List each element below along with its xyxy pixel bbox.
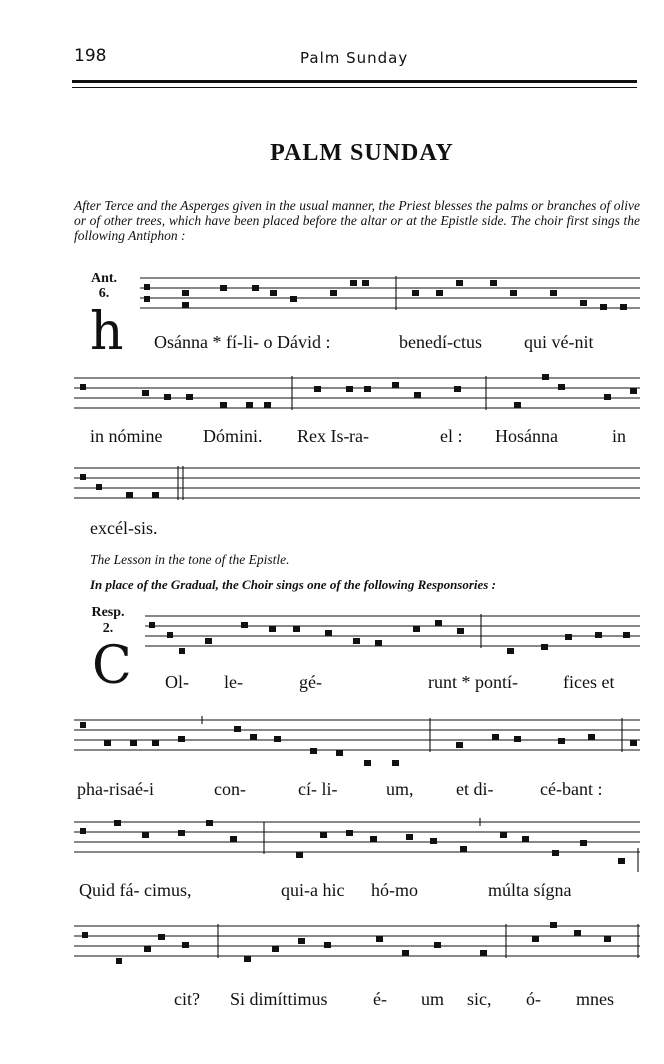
lyrics-responsory-3a: Quid fá- cimus, — [79, 880, 192, 900]
lyrics-responsory-3c: hó-mo — [371, 880, 418, 900]
lyrics-antiphon-2b: Dómini. — [203, 426, 263, 446]
antiphon-initial: h — [90, 302, 124, 362]
lyrics-responsory-4c: é- — [373, 989, 387, 1009]
lyrics-antiphon-1c: qui vé-nit — [524, 332, 594, 352]
page-title: PALM SUNDAY — [270, 140, 454, 166]
staff-antiphon-2 — [74, 374, 640, 422]
rubric-lesson: The Lesson in the tone of the Epistle. — [90, 552, 290, 567]
lyrics-responsory-2f: cé-bant : — [540, 779, 603, 799]
lyrics-responsory-2a: pha-risaé-i — [77, 779, 154, 799]
header-rule-thick — [72, 80, 637, 83]
lyrics-responsory-4b: Si dimíttimus — [230, 989, 328, 1009]
staff-responsory-1 — [145, 612, 640, 666]
lyrics-responsory-4g: mnes — [576, 989, 614, 1009]
lyrics-antiphon-2c: Rex Is- — [297, 426, 350, 446]
staff-responsory-3 — [74, 818, 640, 874]
lyrics-responsory-2d: um, — [386, 779, 414, 799]
staff-responsory-4 — [74, 916, 640, 986]
lyrics-antiphon-2g: in — [612, 426, 627, 446]
neumes — [82, 922, 611, 964]
neumes — [149, 620, 630, 654]
header-rule-thin — [72, 87, 637, 88]
lyrics-responsory-3b: qui-a hic — [281, 880, 345, 900]
lyrics-responsory-1c: gé- — [299, 672, 322, 692]
lyrics-antiphon-2a: in nómine — [90, 426, 163, 446]
lyrics-responsory-1a: Ol- — [165, 672, 189, 692]
neumes — [80, 722, 637, 766]
staff-responsory-2 — [74, 716, 640, 772]
antiphon-label: Ant. — [90, 271, 118, 286]
lyrics-responsory-1e: fices et — [563, 672, 615, 692]
neumes — [80, 374, 637, 408]
lyrics-responsory-1b: le- — [224, 672, 243, 692]
lyrics-antiphon-2f: Hosánna — [495, 426, 558, 446]
lyrics-antiphon-3: excél-sis. — [90, 518, 158, 538]
lyrics-responsory-2b: con- — [214, 779, 246, 799]
running-title: Palm Sunday — [300, 49, 409, 67]
lyrics-responsory-3d: múlta sígna — [488, 880, 572, 900]
lyrics-responsory-1d: runt * pontí- — [428, 672, 518, 692]
lyrics-responsory-4d: um — [421, 989, 445, 1009]
lyrics-responsory-2c: cí- li- — [298, 779, 338, 799]
lyrics-responsory-4f: ó- — [526, 989, 541, 1009]
responsory-initial: C — [92, 636, 132, 696]
lyrics-antiphon-2e: el : — [440, 426, 463, 446]
staff-antiphon-3 — [74, 466, 640, 506]
antiphon-mode: 6. — [98, 286, 110, 301]
staff-antiphon-1 — [140, 276, 640, 326]
lyrics-responsory-4e: sic, — [467, 989, 492, 1009]
page-number: 198 — [74, 46, 107, 66]
lyrics-antiphon-1b: benedí-ctus — [399, 332, 482, 352]
lyrics-antiphon-2d: ra- — [349, 426, 369, 446]
responsory-label: Resp. — [91, 605, 125, 620]
neumes — [144, 280, 627, 310]
rubric-gradual: In place of the Gradual, the Choir sings one of the following Responsories : — [90, 577, 496, 592]
lyrics-responsory-4a: cit? — [174, 989, 200, 1009]
rubric-intro: After Terce and the Asperges given in the usual manner, the Priest blesses the palms or branches of olive or of other trees, which have been placed before the altar or at the Epistle side. The choir first sings the following Antiphon : — [74, 198, 640, 243]
lyrics-responsory-2e: et di- — [456, 779, 494, 799]
lyrics-antiphon-1a: Osánna * fí-li- o Dávid : — [154, 332, 331, 352]
responsory-mode: 2. — [102, 621, 114, 636]
